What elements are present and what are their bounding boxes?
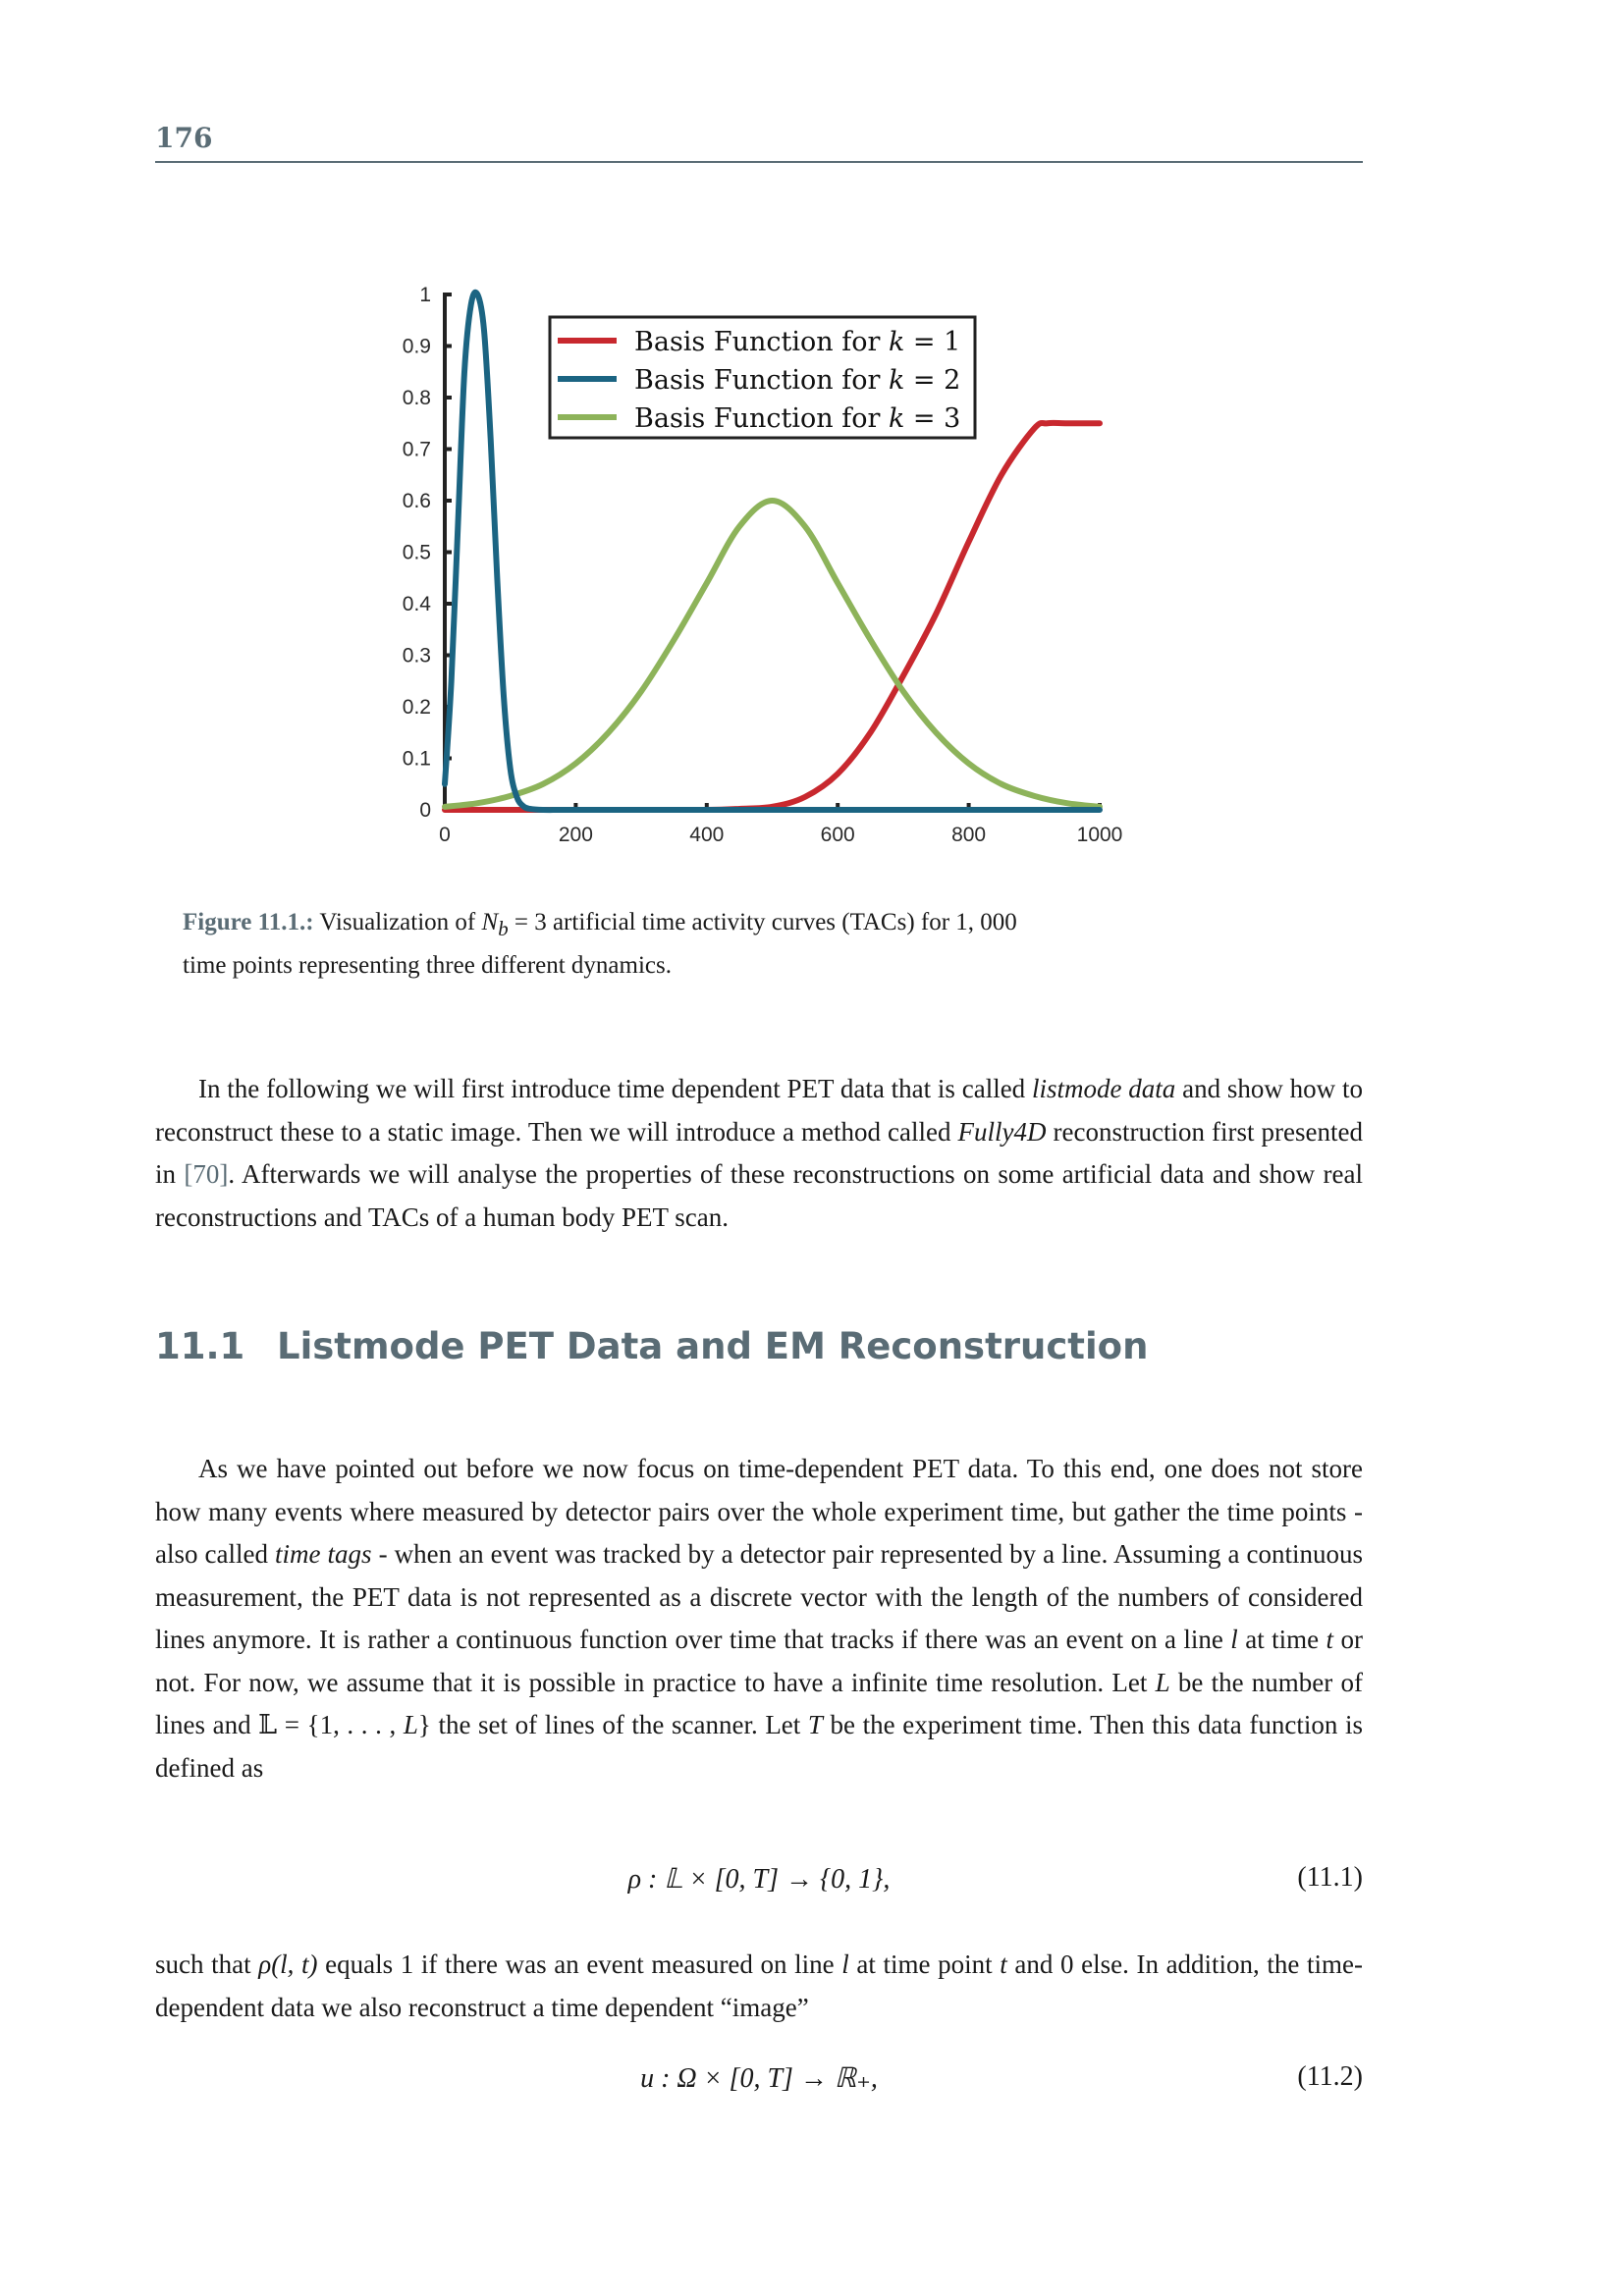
- emph-listmode: listmode data: [1032, 1074, 1176, 1103]
- legend-entry: Basis Function for k = 2: [634, 365, 961, 396]
- y-tick-label: 0: [419, 799, 431, 822]
- equation-number: (11.2): [1297, 2061, 1363, 2092]
- text: . Afterwards we will analyse the properties of these reconstructions on some artificial data and show real reconstructions and TACs of a human body PET scan.: [155, 1159, 1363, 1232]
- y-tick-label: 0.7: [402, 438, 431, 461]
- math-var: t: [1326, 1625, 1334, 1654]
- text: As we have pointed out before we now focus on time-dependent PET data. To this end, one does not store how many events where measured by detector pairs over the whole experiment time, but gather the time points - also called: [155, 1454, 1363, 1569]
- series-line-k1: [445, 423, 1100, 810]
- math-var: l: [1230, 1625, 1238, 1654]
- text: equals 1 if there was an event measured on line: [317, 1949, 842, 1979]
- y-tick-label: 1: [419, 284, 431, 306]
- x-tick-label: 600: [820, 824, 855, 846]
- definition-paragraph: [155, 1944, 1363, 2029]
- caption-text-3: time points representing three different dynamics.: [183, 952, 672, 979]
- legend-entry: Basis Function for k = 3: [634, 403, 961, 434]
- math-var: T: [807, 1710, 823, 1739]
- y-tick-label: 0.5: [402, 541, 431, 564]
- math-var: L: [1155, 1667, 1170, 1697]
- caption-math-sub: b: [498, 917, 509, 940]
- caption-text-2: = 3 artificial time activity curves (TACs) for 1, 000: [508, 909, 1017, 935]
- text: be the number of lines and 𝕃 = {1, . . . ,: [155, 1667, 1363, 1739]
- x-tick-label: 0: [439, 824, 451, 846]
- math-var: l: [841, 1949, 849, 1979]
- x-tick-label: 400: [689, 824, 725, 846]
- citation-link[interactable]: [70]: [184, 1159, 229, 1189]
- emph-fully4d: Fully4D: [957, 1116, 1047, 1147]
- listmode-paragraph: [155, 1448, 1363, 1789]
- caption-math: N: [481, 909, 499, 935]
- text: at time point: [848, 1949, 1001, 1979]
- page-number: 176: [155, 122, 213, 154]
- legend: [550, 317, 975, 438]
- text: reconstruction first presented in: [155, 1116, 1364, 1189]
- text: } the set of lines of the scanner. Let: [417, 1710, 808, 1739]
- header-rule: [155, 161, 1363, 163]
- equation-expression: ρ : 𝕃 × [0, T] → {0, 1},: [627, 1864, 891, 1895]
- math-var: L: [403, 1710, 418, 1739]
- text: at time: [1237, 1625, 1326, 1654]
- text: or not. For now, we assume that it is possible in practice to have a infinite time resolution. Let: [155, 1625, 1363, 1697]
- x-tick-label: 1000: [1076, 824, 1123, 846]
- text: such that: [155, 1949, 259, 1979]
- text: and show how to reconstruct these to a static image. Then we will introduce a method called: [155, 1074, 1363, 1147]
- intro-paragraph: [155, 1068, 1363, 1239]
- equation-number: (11.1): [1297, 1862, 1363, 1893]
- x-tick-label: 800: [951, 824, 987, 846]
- equation-11-1: [155, 1862, 1363, 1905]
- x-tick-label: 200: [558, 824, 593, 846]
- text: and 0 else. In addition, the time-dependent data we also reconstruct a time dependent “image”: [155, 1949, 1364, 2022]
- equation-expression: u : Ω × [0, T] → ℝ₊,: [640, 2063, 878, 2094]
- section-number: 11.1: [155, 1325, 245, 1367]
- y-tick-label: 0.9: [402, 335, 431, 358]
- y-tick-label: 0.6: [402, 490, 431, 512]
- y-tick-label: 0.8: [402, 387, 431, 409]
- y-tick-label: 0.2: [402, 696, 431, 719]
- math-var: t: [1000, 1949, 1007, 1979]
- y-tick-label: 0.1: [402, 747, 431, 771]
- legend-entry: Basis Function for k = 1: [634, 327, 961, 357]
- y-tick-label: 0.3: [402, 644, 431, 667]
- figure-caption: [183, 904, 1361, 985]
- basis-function-chart: [373, 265, 1139, 854]
- text: - when an event was tracked by a detector pair represented by a line. Assuming a continuous measurement, the PET data is not represented as a discrete vector with the length of the numbers of considered lines anymore. It is rather a continuous function over time that tracks if there was an event on a line: [155, 1539, 1363, 1654]
- emph-time-tags: time tags: [275, 1539, 372, 1569]
- figure-label: Figure 11.1.:: [183, 909, 314, 935]
- math-expr: ρ(l, t): [258, 1949, 318, 1979]
- equation-11-2: [155, 2061, 1363, 2105]
- y-tick-label: 0.4: [402, 593, 431, 615]
- section-title: Listmode PET Data and EM Reconstruction: [277, 1325, 1149, 1367]
- section-heading: [155, 1325, 1148, 1367]
- text: In the following we will first introduce time dependent PET data that is called: [198, 1074, 1032, 1103]
- text: be the experiment time. Then this data function is defined as: [155, 1710, 1363, 1783]
- series-line-k3: [445, 501, 1100, 807]
- caption-text-1: Visualization of: [313, 909, 482, 935]
